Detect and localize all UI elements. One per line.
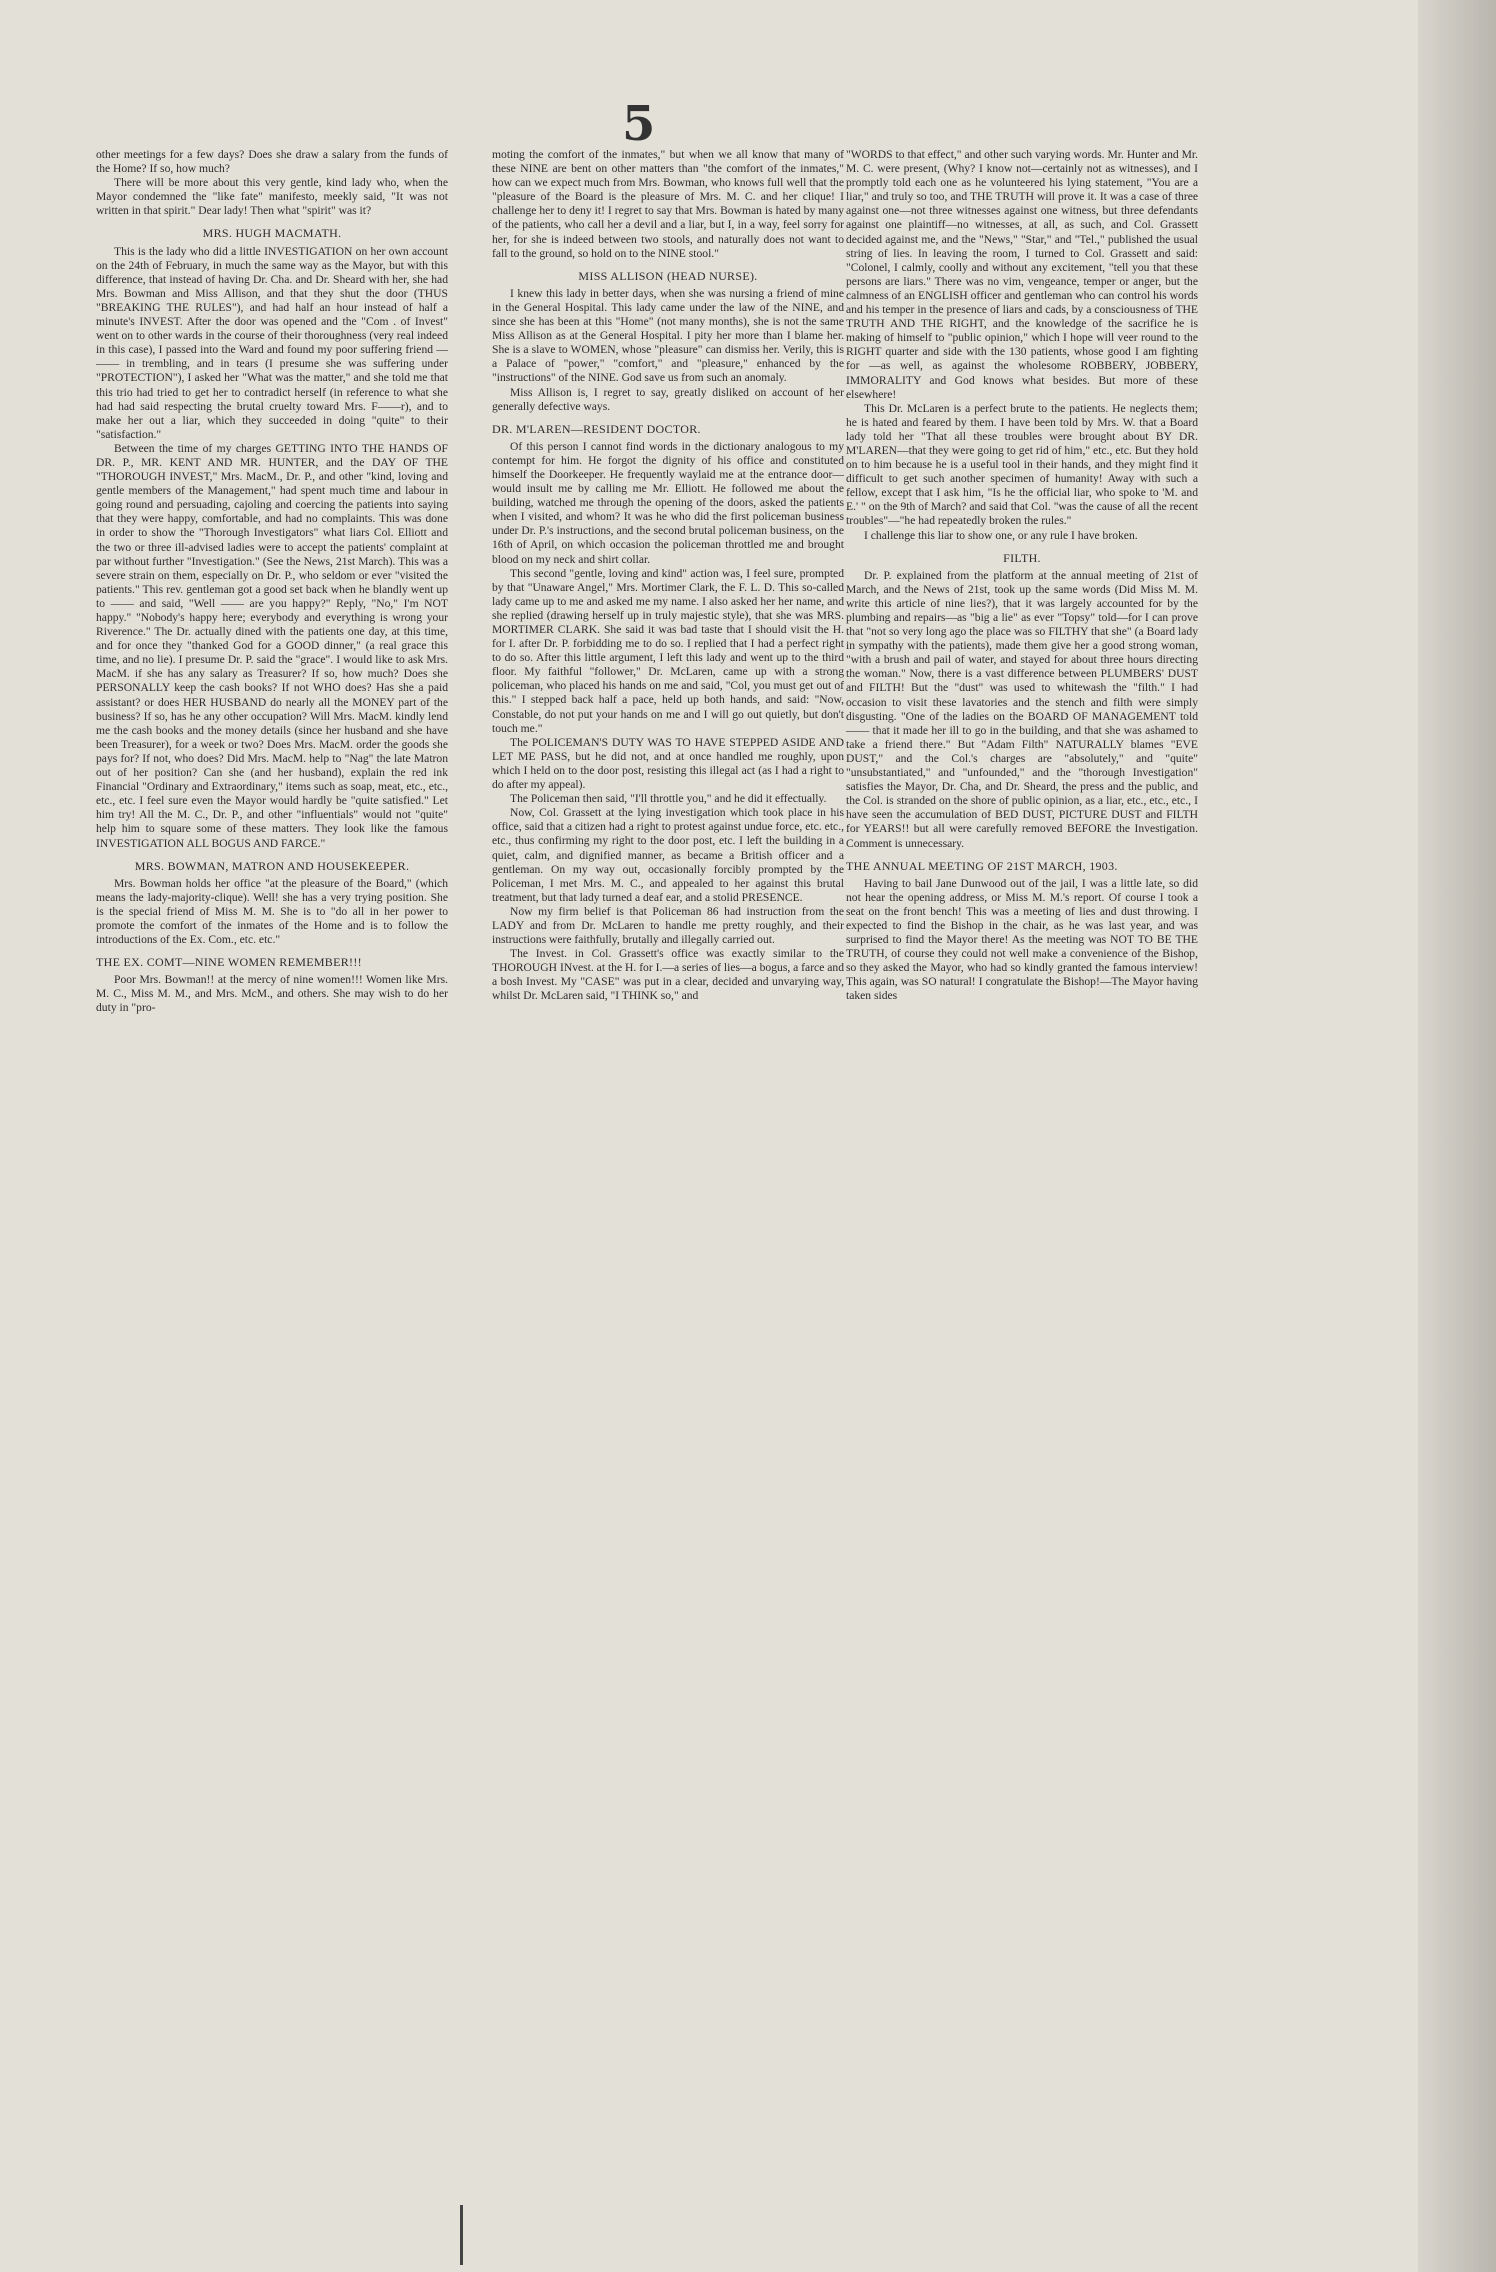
paragraph: This Dr. McLaren is a perfect brute to the patients. He neglects them; he is hated and feared by them. I have been told by Mrs. W. that a Board lady told her "That all these troubles were brought about BY DR. M'LAREN—that they were going to get rid of him," etc., etc. But they hold on to him because he is a useful tool in their hands, and they might find it difficult to get such another specimen of humanity! Away with such a fellow, except that I ask him, "Is he the official liar, who spoke to 'M. and E.' " on the 9th of March? and said that Col. "was the cause of all the recent troubles"—"he had repeatedly broken the rules."	[846, 401, 1198, 528]
paragraph: Now, Col. Grassett at the lying investigation which took place in his office, said that a citizen had a right to protest against undue force, etc. etc., etc., thus confirming my right to the door post, etc. I left the building in a quiet, calm, and dignified manner, as became a British officer and a gentleman. On my way out, occasionally forcibly prompted by the Policeman, I met Mrs. M. C., and appealed to her against this brutal treatment, but that lady turned a deaf ear, and a stolid PRESENCE.	[492, 806, 844, 904]
paragraph: Now my firm belief is that Policeman 86 had instruction from the LADY and from Dr. McLaren to handle me pretty roughly, and their instructions were faithfully, brutally and illegally carried out.	[492, 904, 844, 947]
binding-mark	[460, 2205, 477, 2265]
paragraph: other meetings for a few days? Does she draw a salary from the funds of the Home? If so, how much?	[96, 148, 448, 176]
page-edge-shadow	[1418, 0, 1496, 2272]
section-heading: THE ANNUAL MEETING OF 21ST MARCH, 1903.	[846, 858, 1118, 873]
paragraph: This second "gentle, loving and kind" action was, I feel sure, prompted by that "Unaware Angel," Mrs. Mortimer Clark, the F. L. D. This so-called lady came up to me and asked me my name. I also asked her her name, and she replied (drawing herself up in truly majestic style), that she was MRS. MORTIMER CLARK. She said it was bad taste that I should visit the H. for I. after Dr. P. forbidding me to do so. I replied that I had a perfect right to do so. After this little argument, I left this lady and went up to the third floor. My faithful "follower," Dr. McLaren, came up with a strong policeman, who placed his hands on me and said, "Col, you must get out of this." I stepped back half a pace, held up both hands, and said: "Now, Constable, do not put your hands on me and I will go out quietly, but don't touch me."	[492, 566, 844, 735]
paragraph: I challenge this liar to show one, or any rule I have broken.	[864, 528, 1138, 542]
paragraph: Dr. P. explained from the platform at the annual meeting of 21st of March, and the News of 21st, took up the same words (Did Miss M. M. write this article of nine lies?), that it was largely accounted for by the plumbing and repairs—as "big a lie" as ever "Topsy" told—for I can prove that "not so very long ago the place was so FILTHY that she" (a Board lady in sympathy with the patients), made them give her a good strong woman, "with a brush and pail of water, and stayed for about three hours directing the woman." Now, there is a vast difference between PLUMBERS' DUST and FILTH! But the "dust" was used to whitewash the "filth." I had occasion to visit these lavatories and the stench and filth were simply disgusting. "One of the ladies on the BOARD OF MANAGEMENT told —— that it made her ill to go in the building, and that she was ashamed to take a friend there." But "Adam Filth" NATURALLY blames "EVE DUST," and the Col.'s charges are "absolutely," and "quite" "unsubstantiated," and "unfounded," and the "thorough Investigation" satisfies the Mayor, Dr. Cha, and Dr. Sheard, the press and the public, and the Col. is stranded on the shore of public opinion, as a liar, etc., etc., etc., I have seen the accumulation of BED DUST, PICTURE DUST and FILTH for YEARS!! but all were carefully removed BEFORE the Investigation. Comment is unnecessary.	[846, 568, 1198, 850]
column-3	[846, 148, 1198, 1004]
paragraph: The POLICEMAN'S DUTY WAS TO HAVE STEPPED ASIDE AND LET ME PASS, but he did not, and at once handled me roughly, upon which I held on to the door post, resisting this illegal act (as I had a right to do after my appeal).	[492, 735, 844, 792]
paragraph: I knew this lady in better days, when she was nursing a friend of mine in the General Hospital. This lady came under the law of the NINE, and since she has been at this "Home" (not many months), she is not the same Miss Allison as at the General Hospital. I pity her more than I blame her. She is a slave to WOMEN, whose "pleasure" can dismiss her. Verily, this is a Palace of "power," "comfort," and "pleasure," enhanced by the "instructions" of the NINE. God save us from such an anomaly.	[492, 286, 844, 385]
paragraph: Poor Mrs. Bowman!! at the mercy of nine women!!! Women like Mrs. M. C., Miss M. M., and Mrs. McM., and others. She may wish to do her duty in "pro-	[96, 973, 448, 1015]
paragraph: "WORDS to that effect," and other such varying words. Mr. Hunter and Mr. M. C. were present, (Why? I know not—certainly not as witnesses), and I promptly told each one as he volunteered his lying statement, "You are a liar," and truly so too, and THE TRUTH will prove it. It was a case of three against one—not three witnesses against one witness, but three defendants against one plaintiff—no witnesses, at all, as such, and Col. Grassett decided against me, and the "News," "Star," and "Tel.," published the usual string of lies. In leaving the room, I turned to Col. Grassett and said: "Colonel, I calmly, coolly and without any excitement, "tell you that these persons are liars." There was no vim, vengeance, temper or anger, but the calmness of an ENGLISH officer and gentleman who can control his words and his temper in the presence of liars and cads, by a consciousness of THE TRUTH AND THE RIGHT, and the knowledge of the sacrifice he is making of himself to "public opinion," which I hope will veer round to the RIGHT quarter and side with the 130 patients, whose good I am fighting for —as well, as against the wholesome ROBBERY, JOBBERY, IMMORALITY and God knows what besides. But more of these elsewhere!	[846, 148, 1198, 401]
section-heading: THE EX. COMT—NINE WOMEN REMEMBER!!!	[96, 955, 362, 970]
column-2	[492, 148, 844, 1004]
page-number: 5	[622, 96, 656, 152]
paragraph: moting the comfort of the inmates," but when we all know that many of these NINE are bent on other matters than "the comfort of the inmates," how can we expect much from Mrs. Bowman, who knows full well that the "pleasure of the Board is the pleasure of Mrs. M. C. and her clique! I challenge her to deny it! I regret to say that Mrs. Bowman is hated by many of the patients, who call her a devil and a liar, but I, in a way, feel sorry for her, for she is indeed between two stools, and naturally does not want to fall to the ground, so hold on to the NINE stool."	[492, 148, 844, 260]
paragraph: Of this person I cannot find words in the dictionary analogous to my contempt for him. He forgot the dignity of his office and constituted himself the Doorkeeper. He frequently waylaid me at the entrance door—would insult me by calling me Mr. Elliott. He followed me about the building, watched me through the opening of the doors, asked the patients when I visited, and whom? It was he who did the first policeman business under Dr. P.'s instructions, and the second brutal policeman business, on the 16th of April, on which occasion the policeman throttled me and brought blood on my neck and shirt collar.	[492, 439, 844, 566]
section-heading: FILTH.	[1003, 550, 1041, 565]
column-1	[96, 148, 448, 1016]
section-heading: MRS. HUGH MACMATH.	[202, 226, 342, 241]
paragraph: Mrs. Bowman holds her office "at the pleasure of the Board," (which means the lady-majority-clique). Well! she has a very trying position. She is the special friend of Miss M. M. She is to "do all in her power to promote the comfort of the inmates of the Home and is to follow the introductions of the Ex. Com., etc. etc."	[96, 876, 448, 947]
paragraph: Miss Allison is, I regret to say, greatly disliked on account of her generally defective ways.	[492, 385, 844, 413]
paragraph: Between the time of my charges GETTING INTO THE HANDS OF DR. P., MR. KENT AND MR. HUNTER, and the DAY OF THE "THOROUGH INVEST," Mrs. MacM., Dr. P., and other "kind, loving and gentle members of the Management," had spent much time and labour in going round and persuading, cajoling and coercing the patients into saying that they were happy, comfortable, and had no complaints. This was done in order to show the "Thorough Investigators" what liars Col. Elliott and the two or three ill-advised ladies were to accept the patients' complaint at par without further "Investigation." (See the News, 21st March). This was a severe strain on them, especially on Dr. P., who seldom or ever "visited the patients." This rev. gentleman got a good set back when he blandly went up to —— and said, "Well —— are you happy?" Reply, "No," I'm NOT happy." "Nobody's happy here; everybody and everything is wrong your Riverence." The Dr. actually dined with the patients one day, at this time, and for once they "thanked God for a GOOD dinner," (a real grace this time, and no lie). I presume Dr. P. said the "grace". I would like to ask Mrs. MacM. if she has any salary as Treasurer? If so, how much? Does she PERSONALLY keep the cash books? If not WHO does? Has she a paid assistant? or does HER HUSBAND do nearly all the MONEY part of the business? If so, has he any other occupation? Will Mrs. MacM. kindly lend me the cash books and the money details (since her husband and she have been Treasurer), for a week or two? Does Mrs. MacM. order the goods she pays for? If not, who does? Did Mrs. MacM. help to "Nag" the late Matron out of her position? Can she (and her husband), explain the red ink Financial "Ordinary and Extraordinary," items such as soap, meat, etc., etc., etc., etc. I feel sure even the Mayor would hardly be "quite satisfied." Let him try! All the M. C., Dr. P., and other "influentials" would not "quite" help him to square some of these matters. They look like the famous INVESTIGATION ALL BOGUS AND FARCE."	[96, 441, 448, 850]
section-heading: MISS ALLISON (HEAD NURSE).	[578, 268, 758, 283]
paragraph: There will be more about this very gentle, kind lady who, when the Mayor condemned the "like fate" manifesto, meekly said, "It was not written in that spirit." Dear lady! Then what "spirit" was it?	[96, 176, 448, 218]
paragraph: This is the lady who did a little INVESTIGATION on her own account on the 24th of February, in much the same way as the Mayor, but with this difference, that instead of having Dr. Cha. and Dr. Sheard with her, she had Mrs. Bowman and Miss Allison, and that they shut the door (THUS "BREAKING THE RULES"), and had half an hour instead of half a minute's INVEST. After the door was opened and the "Com . of Invest" went on to other wards in the course of their thoroughness (very real indeed in this case), I passed into the Ward and found my poor suffering friend — —— in trembling, and in tears (I presume she was suffering under "PROTECTION"), I asked her "What was the matter," and she told me that this trio had tried to get her to contradict herself (in reference to what she had had said respecting the brutal cruelty toward Mrs. F——r), and to make her out a liar, which they succeeded in doing "quite" to their "satisfaction."	[96, 244, 448, 441]
paragraph: The Policeman then said, "I'll throttle you," and he did it effectually.	[510, 792, 827, 806]
section-heading: DR. M'LAREN—RESIDENT DOCTOR.	[492, 421, 701, 436]
paragraph: Having to bail Jane Dunwood out of the jail, I was a little late, so did not hear the opening address, or Miss M. M.'s report. Of course I took a seat on the front bench! This was a meeting of lies and dust throwing. I expected to find the Bishop in the chair, as he was last year, and was surprised to find the Mayor there! As the meeting was NOT TO BE THE TRUTH, of course they could not well make a convenience of the Bishop, so they asked the Mayor, who had so kindly granted the famous interview! This again, was SO natural! I congratulate the Bishop!—The Mayor having taken sides	[846, 876, 1198, 1003]
paragraph: The Invest. in Col. Grassett's office was exactly similar to the THOROUGH INvest. at the H. for I.—a series of lies—a bogus, a farce and a bosh Invest. My "CASE" was put in a clear, decided and unvarying way, whilst Dr. McLaren said, "I THINK so," and	[492, 947, 844, 1003]
section-heading: MRS. BOWMAN, MATRON AND HOUSEKEEPER.	[134, 858, 410, 873]
